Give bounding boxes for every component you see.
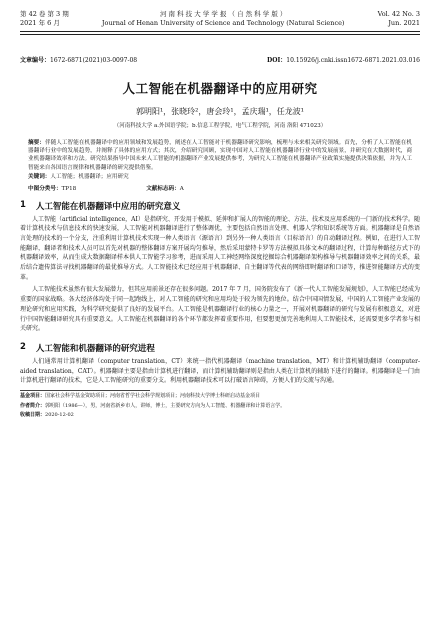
paper-title: 人工智能在机器翻译中的应用研究 [122,80,318,96]
classification [20,184,420,192]
footnote-rule [20,390,150,391]
journal-header [20,10,420,28]
affiliation: （河南科技大学 a.外国语学院；b.信息工程学院，电气工程学院，河南 洛阳 471023） [113,122,327,129]
year-month: 2021 年 6 月 [20,19,60,27]
header-right [378,10,420,28]
footnote-received: 收稿日期：2020-12-02 [20,412,74,419]
section-heading-1: 1 人工智能在机器翻译中应用的研究意义 [20,199,181,212]
doi[interactable]: DOI：10.15926/j.cnki.issn1672-6871.2021.03.016 [267,56,420,64]
keywords [20,173,420,181]
abstract-text: 伴随人工智能在机器翻译中的应用领域和发展趋势，阐述在人工智能对于机器翻译研究影响，梳理与未来相关研究领域。首先，分析了人工智能在机器翻译行业中的发展趋势，并阐释了具体的应用方式；其次，介绍研究回顾，实现中国对人工智能在机器翻译行业中的发展前景，并研究在大数据时代，商业机器翻译效率和方法。研究结果指导中国未来人工智能的机器翻译产业发展提供参考，为研究人工智能在机器翻译产业政策实施提供决策依据，并为人工智能来自各国语言规律和机器翻译的研究提供借鉴。 [28,139,412,171]
article-number: 文章编号：1672-6871(2021)03-0097-08 [20,56,138,64]
month-year-en: Jun. 2021 [388,19,420,27]
document-code: 文献标志码：A [146,185,184,192]
header-rule-thin [20,34,420,35]
journal-name-en: Journal of Henan University of Science and Technology (Natural Science) [101,19,345,27]
volume-issue-en: Vol. 42 No. 3 [377,10,420,18]
article-meta [20,57,420,65]
section-1-paragraph: 人工智能技术虽然有很大发展潜力，但其应用前景还存在很多问题。2017 年 7 月，国务院发布了《新一代人工智能发展规划》，人工智能已经成为重要的国家战略。各大经济体均处于同一起跑线上，对人工智能的研究和应用均处于较为领先的地位。结合中国国情发展，中国的人工智能产业发展的理论研究和应用实践，为科学研究提供了良好的发展平台。人工智能是机器翻译行业的核心力量之一，开展对机器翻译的研究与发展有积极意义，对进行中国智能翻译研究具有重要意义。人工智能在机器翻译的各个环节都发挥着重要作用，但要想更加完善地利用人工智能技术，还需要更多学者参与相关研究。 [20,286,420,333]
volume-issue: 第 42 卷 第 3 期 [20,10,69,18]
keywords-text: 人工智能；机器翻译；应用研究 [50,174,129,181]
section-heading-2: 2 人工智能和机器翻译的研究进程 [20,341,155,354]
header-rule [20,31,420,32]
section-1-paragraph: 人工智能（artificial intelligence，AI）是指研究、开发用于模拟、延伸和扩展人的智能的理论、方法、技术及应用系统的一门新的技术科学。随着计算机技术与信息技术的快速发展，人工智能对机器翻译进行了整体调优，主要包括自然语言处理、机器人学和知识系统等方面。机器翻译是自然语言处理的技术的一个分支，注重利用计算机技术实现一种人类语言（源语言）到另外一种人类语言（目标语言）的自动翻译过程。例如，在进行人工智能翻译，翻译者和技术人员可以首先对机器的整体翻译方案开展均匀推导，然后采用蒙特卡罗等方法模拟具体文本的翻译过程，计算每种路径方式下的机器翻译效率，从而生成大数据翻译样本供人工智能学习参考，进而采用人工神经网络深度挖掘综合机器翻译架构推导与机器翻译效率之间的关系，最后结合遗传算法寻找机器翻译的最优推导方式。人工智能技术已经应用于机器翻译、自主翻译等代表的网络即时翻译和口译等，推进智能翻译方式的变革。 [20,215,420,281]
author-list: 郭明阳¹，张晓玲²，唐会玲¹，孟庆瑞¹，任龙波¹ [135,106,305,116]
header-center [102,10,345,28]
header-left [20,10,69,28]
clc-number: 中图分类号：TP18 [28,185,77,192]
section-2-paragraph: 人们通常用计算机翻译（computer translation，CT）来统一指代机器翻译（machine translation，MT）和计算机辅助翻译（computer-aided translation，CAT）。机器翻译主要是指由计算机进行翻译，而计算机辅助翻译则是指由人类在计算机的辅助下进行的翻译。机器翻译是一门由计算机进行翻译的技术，它是人工智能研究的重要分支。利用机器翻译技术可以打破语言障碍，方便人们的交流与沟通。 [20,357,420,385]
journal-name-cn: 河 南 科 技 大 学 学 报 （ 自 然 科 学 版 ） [159,10,287,18]
keywords-label: 关键词： [28,174,51,181]
footnote-funding: 基金项目：国家社会科学基金资助项目；河南省哲学社会科学规划项目；河南科技大学博士科研启动基金项目 [20,393,261,400]
abstract-label: 摘要： [28,139,45,146]
abstract [20,139,420,173]
footnote-author: 作者简介：郭明阳（1986—），男，河南省新乡市人，讲师，博士，主要研究方向为人工智能、机器翻译和计算语言学。 [20,402,286,409]
